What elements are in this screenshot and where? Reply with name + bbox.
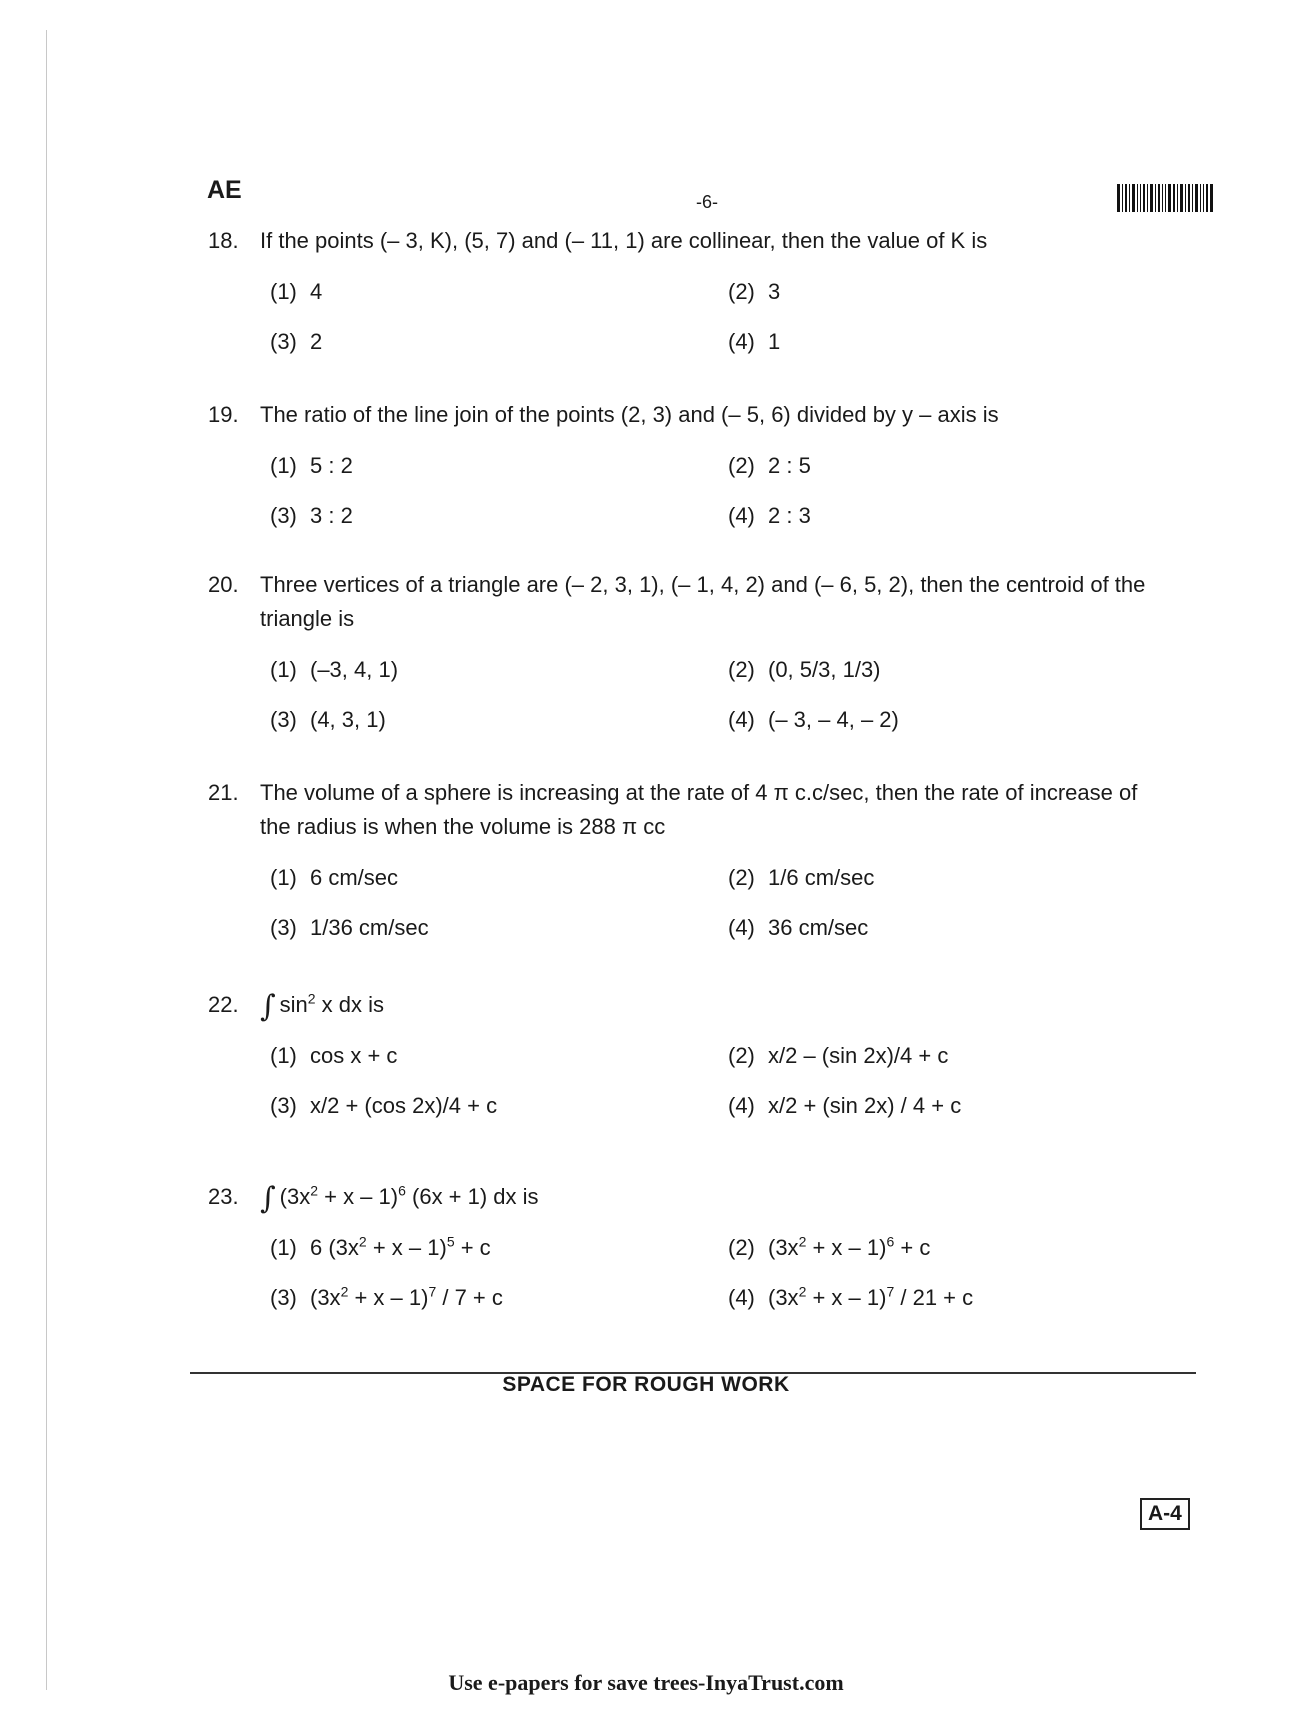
option-text: $(3x^2 + x - 1)^6 + c$ — [768, 1233, 931, 1260]
option-text: (4, 3, 1) — [310, 707, 386, 732]
option-label: (1) — [270, 657, 297, 682]
option-4[interactable] — [728, 1090, 1148, 1122]
option-label: (4) — [728, 329, 755, 354]
option-label: (1) — [270, 1043, 297, 1068]
integral-sign: ∫ — [260, 1181, 276, 1216]
option-text: $(3x^2 + x - 1)^7 / 21 + c$ — [768, 1283, 974, 1310]
integral-sign: ∫ — [260, 989, 276, 1024]
option-2[interactable] — [728, 1232, 1148, 1264]
page-edge-line — [46, 30, 47, 1690]
question-22 — [208, 988, 1168, 1122]
options-grid — [270, 654, 1168, 736]
footer-note: Use e-papers for save trees-InyaTrust.com — [448, 1670, 844, 1695]
option-1[interactable] — [270, 276, 728, 308]
question-21 — [208, 776, 1168, 944]
option-3[interactable] — [270, 1090, 728, 1122]
option-3[interactable] — [270, 912, 728, 944]
question-23 — [208, 1180, 1168, 1314]
question-20 — [208, 568, 1168, 736]
option-label: (4) — [728, 503, 755, 528]
options-grid — [270, 862, 1168, 944]
option-3[interactable] — [270, 500, 728, 532]
option-2[interactable] — [728, 450, 1148, 482]
option-4[interactable] — [728, 704, 1148, 736]
option-label: (3) — [270, 1285, 297, 1310]
option-text: 3 : 2 — [310, 503, 353, 528]
option-label: (1) — [270, 453, 297, 478]
option-text: 2 — [310, 329, 323, 354]
option-label: (4) — [728, 707, 755, 732]
option-text: 3 — [768, 279, 781, 304]
option-label: (4) — [728, 1285, 755, 1310]
option-text: 36 cm/sec — [768, 915, 869, 940]
option-text: 4 — [310, 279, 323, 304]
option-label: (2) — [728, 865, 755, 890]
booklet-code-badge: A-4 — [1140, 1498, 1190, 1530]
question-number: 20. — [208, 572, 239, 597]
option-4[interactable] — [728, 1282, 1148, 1314]
option-text: x/2 – (sin 2x)/4 + c — [768, 1043, 949, 1068]
option-4[interactable] — [728, 326, 1148, 358]
option-label: (2) — [728, 453, 755, 478]
question-text: If the points (– 3, K), (5, 7) and (– 11, 1) are collinear, then the value of K is — [260, 228, 988, 253]
options-grid — [270, 450, 1168, 532]
question-text: Three vertices of a triangle are (– 2, 3, 1), (– 1, 4, 2) and (– 6, 5, 2), then the centroid of the triangle is — [260, 572, 1146, 631]
option-text: (– 3, – 4, – 2) — [768, 707, 899, 732]
question-text: The ratio of the line join of the points (2, 3) and (– 5, 6) divided by y – axis is — [260, 402, 999, 427]
option-3[interactable] — [270, 1282, 728, 1314]
option-2[interactable] — [728, 1040, 1148, 1072]
option-label: (4) — [728, 1093, 755, 1118]
option-label: (1) — [270, 1235, 297, 1260]
option-text: 1/36 cm/sec — [310, 915, 429, 940]
option-text: 1/6 cm/sec — [768, 865, 875, 890]
option-label: (2) — [728, 1043, 755, 1068]
option-text: 6 $(3x^2 + x - 1)^5 + c$ — [310, 1233, 491, 1260]
option-1[interactable] — [270, 450, 728, 482]
option-label: (1) — [270, 865, 297, 890]
option-text: 5 : 2 — [310, 453, 353, 478]
barcode — [1117, 184, 1213, 212]
question-number: 22. — [208, 992, 239, 1017]
option-text: x/2 + (cos 2x)/4 + c — [310, 1093, 498, 1118]
option-text: x/2 + (sin 2x) / 4 + c — [768, 1093, 962, 1118]
question-number: 19. — [208, 402, 239, 427]
option-text: 6 cm/sec — [310, 865, 399, 890]
option-text: (0, 5/3, 1/3) — [768, 657, 881, 682]
option-2[interactable] — [728, 654, 1148, 686]
option-label: (1) — [270, 279, 297, 304]
option-2[interactable] — [728, 862, 1148, 894]
options-grid — [270, 1232, 1168, 1314]
option-1[interactable] — [270, 1040, 728, 1072]
question-text: ∫ $(3x^2 + x - 1)^6$ (6x + 1) dx is — [260, 1181, 539, 1216]
question-number: 21. — [208, 780, 239, 805]
option-2[interactable] — [728, 276, 1148, 308]
option-label: (3) — [270, 707, 297, 732]
option-1[interactable] — [270, 862, 728, 894]
paper-code: AE — [207, 176, 242, 204]
option-label: (3) — [270, 1093, 297, 1118]
option-label: (4) — [728, 915, 755, 940]
option-label: (3) — [270, 329, 297, 354]
question-text: ∫ $\sin^2 x$ dx is — [260, 989, 385, 1024]
option-1[interactable] — [270, 654, 728, 686]
option-label: (3) — [270, 915, 297, 940]
option-text: 2 : 3 — [768, 503, 811, 528]
option-3[interactable] — [270, 326, 728, 358]
option-text: (–3, 4, 1) — [310, 657, 399, 682]
option-1[interactable] — [270, 1232, 728, 1264]
question-text: The volume of a sphere is increasing at the rate of 4 π c.c/sec, then the rate of increase of the radius is when the volume is 288 π cc — [260, 780, 1138, 839]
option-label: (3) — [270, 503, 297, 528]
option-label: (2) — [728, 1235, 755, 1260]
question-number: 18. — [208, 228, 239, 253]
page-number: -6- — [696, 192, 718, 212]
option-label: (2) — [728, 279, 755, 304]
option-text: 1 — [768, 329, 781, 354]
option-text: $(3x^2 + x - 1)^7 / 7 + c$ — [310, 1283, 503, 1310]
options-grid — [270, 276, 1168, 358]
option-3[interactable] — [270, 704, 728, 736]
option-4[interactable] — [728, 912, 1148, 944]
option-label: (2) — [728, 657, 755, 682]
options-grid — [270, 1040, 1168, 1122]
option-text: cos x + c — [310, 1043, 398, 1068]
rough-work-label: SPACE FOR ROUGH WORK — [502, 1373, 790, 1396]
option-text: 2 : 5 — [768, 453, 811, 478]
option-4[interactable] — [728, 500, 1148, 532]
question-19 — [208, 398, 1168, 532]
question-18 — [208, 224, 1168, 358]
question-number: 23. — [208, 1184, 239, 1209]
